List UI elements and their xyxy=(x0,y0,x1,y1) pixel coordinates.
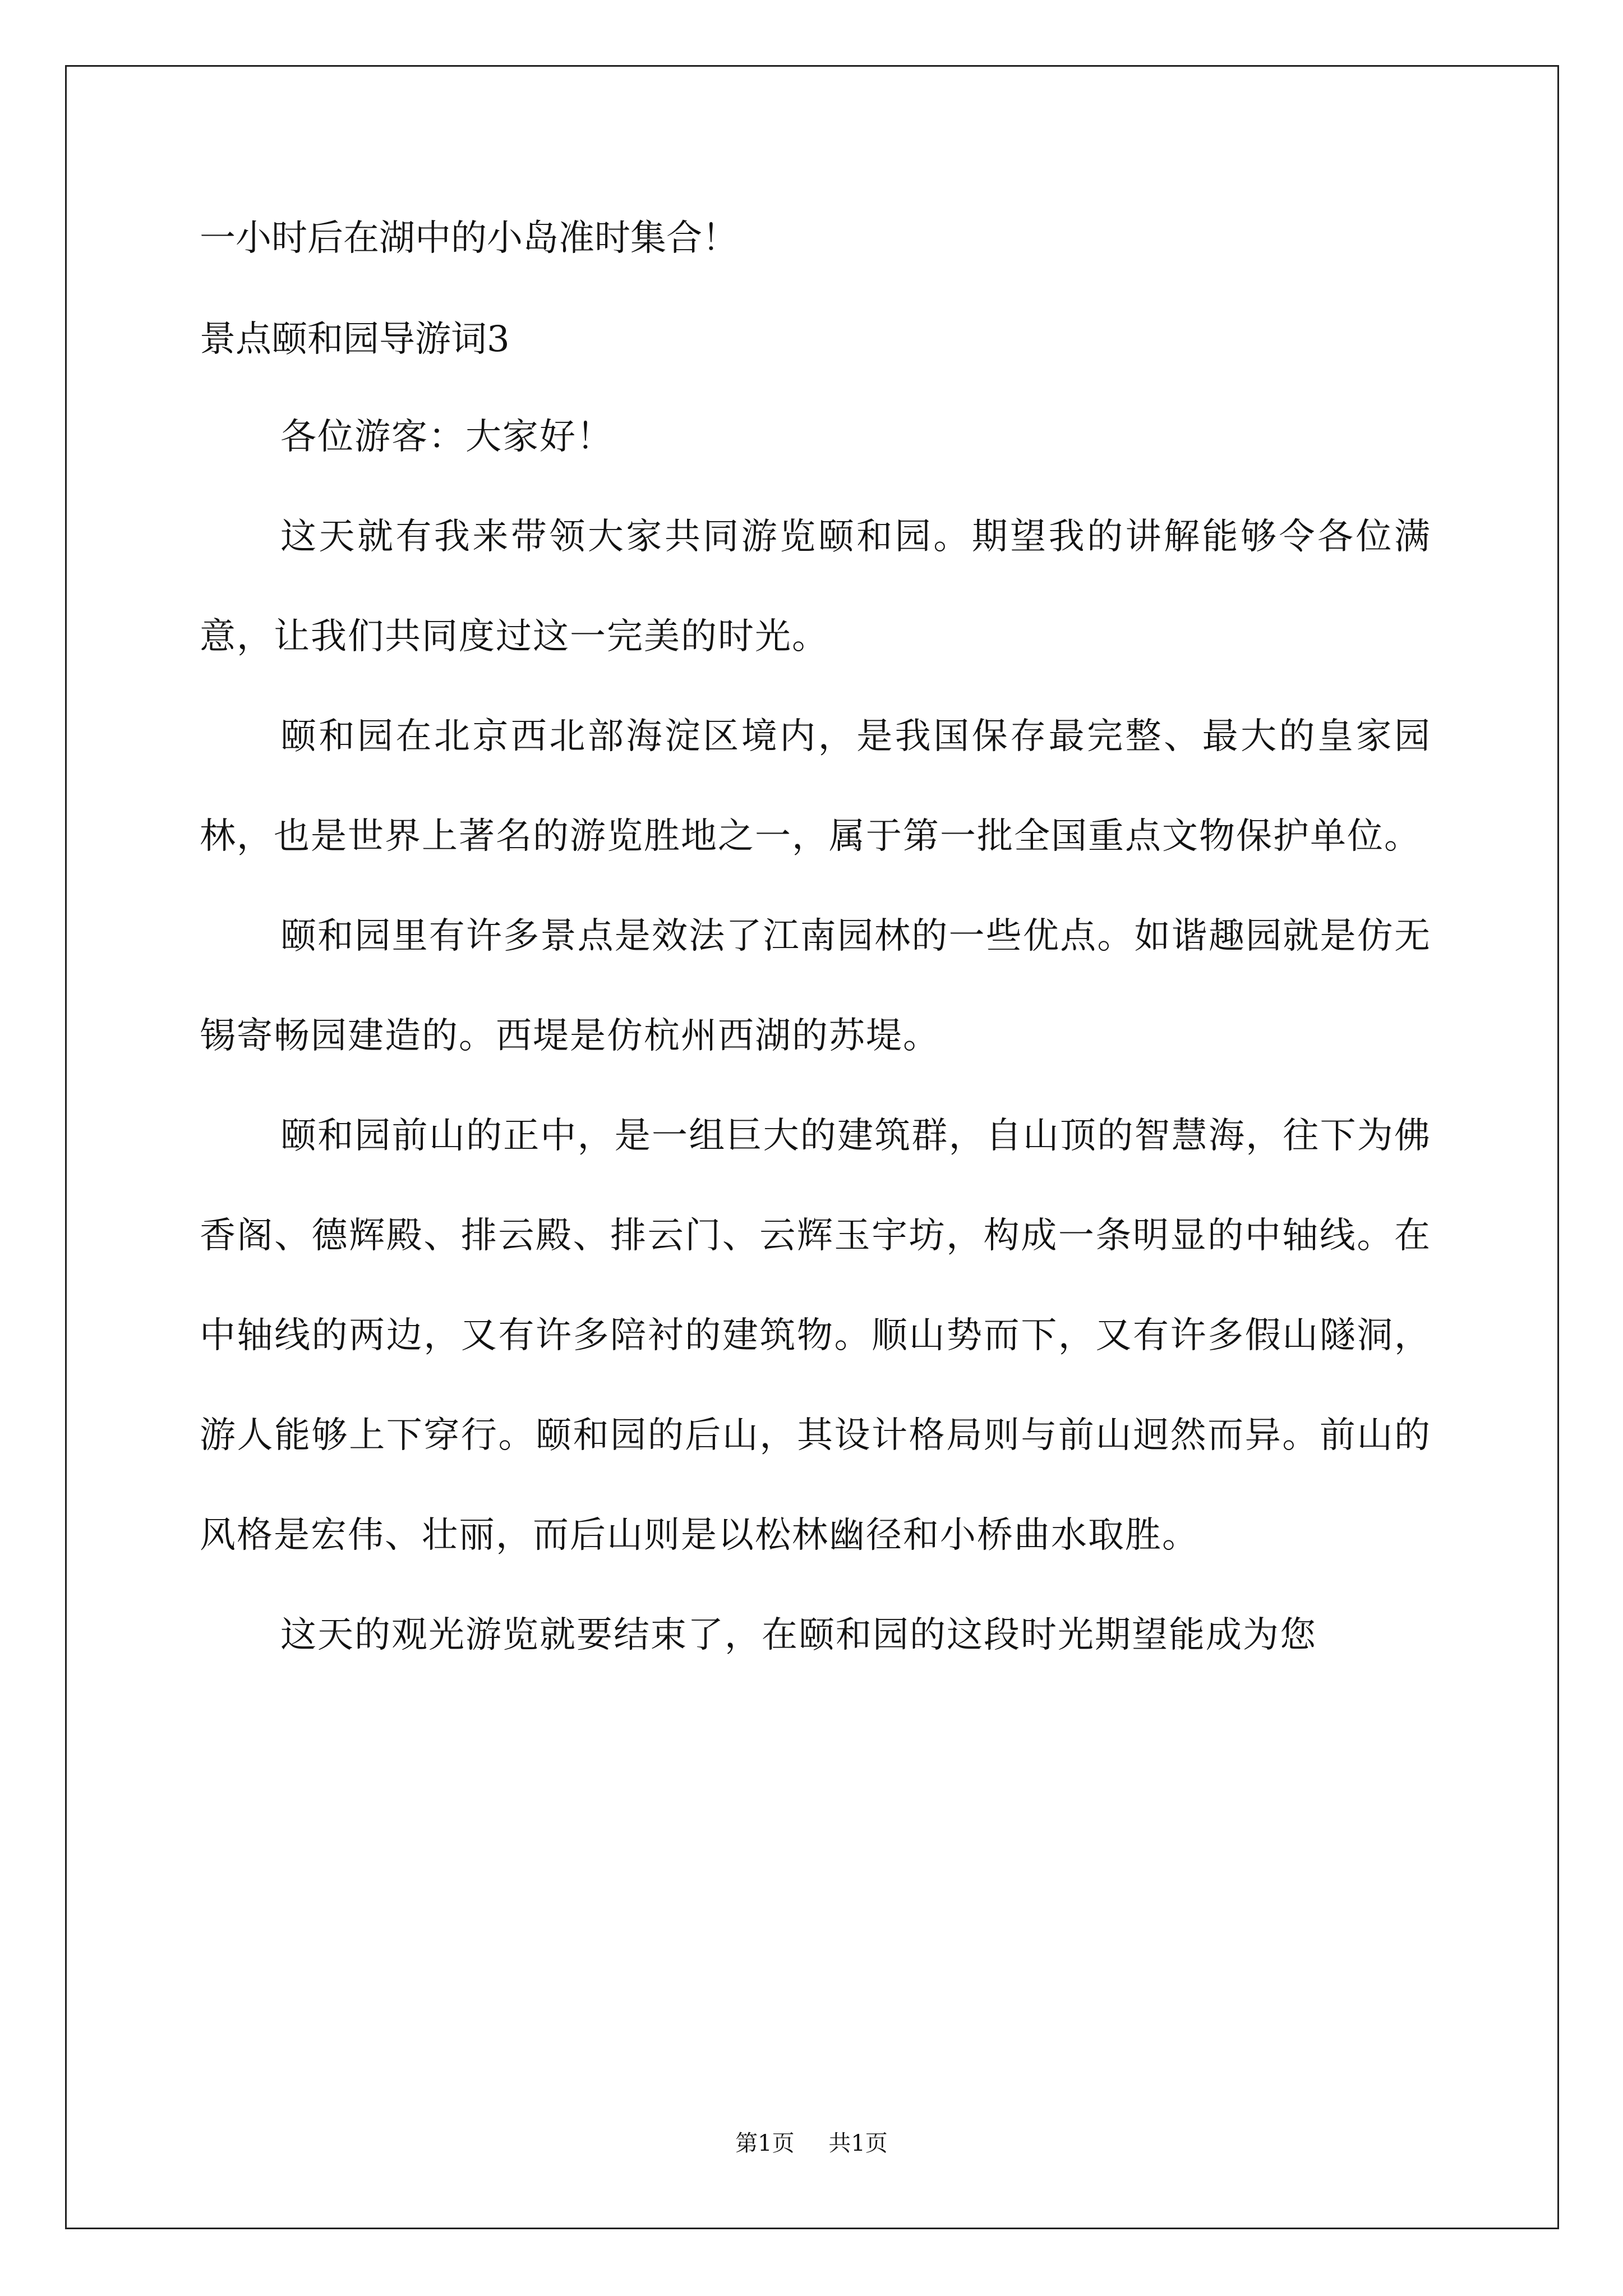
section-title: 景点颐和园导游词3 xyxy=(200,319,510,360)
intro-line: 一小时后在湖中的小岛准时集合！ xyxy=(200,218,738,259)
paragraph: 颐和园在北京西北部海淀区境内，是我国保存最完整、最大的皇家园林，也是世界上著名的游览胜地之一，属于第一批全国重点文物保护单位。 xyxy=(200,716,1431,857)
page-footer xyxy=(0,2129,1623,2158)
page-total: 共1页 xyxy=(828,2131,888,2156)
paragraph: 各位游客：大家好！ xyxy=(280,416,614,458)
paragraph: 颐和园前山的正中，是一组巨大的建筑群，自山顶的智慧海，往下为佛香阁、德辉殿、排云殿、排云门、云辉玉宇坊，构成一条明显的中轴线。在中轴线的两边，又有许多陪衬的建筑物。顺山势而下，又有许多假山隧洞，游人能够上下穿行。颐和园的后山，其设计格局则与前山迥然而异。前山的风格是宏伟、壮丽，而后山则是以松林幽径和小桥曲水取胜。 xyxy=(200,1115,1431,1556)
document-body xyxy=(200,213,1431,1685)
paragraph: 这天就有我来带领大家共同游览颐和园。期望我的讲解能够令各位满意，让我们共同度过这一完美的时光。 xyxy=(200,516,1431,657)
paragraph: 这天的观光游览就要结束了，在颐和园的这段时光期望能成为您 xyxy=(280,1614,1317,1656)
paragraph: 颐和园里有许多景点是效法了江南园林的一些优点。如谐趣园就是仿无锡寄畅园建造的。西堤是仿杭州西湖的苏堤。 xyxy=(200,915,1431,1057)
page-number: 第1页 xyxy=(735,2131,795,2156)
